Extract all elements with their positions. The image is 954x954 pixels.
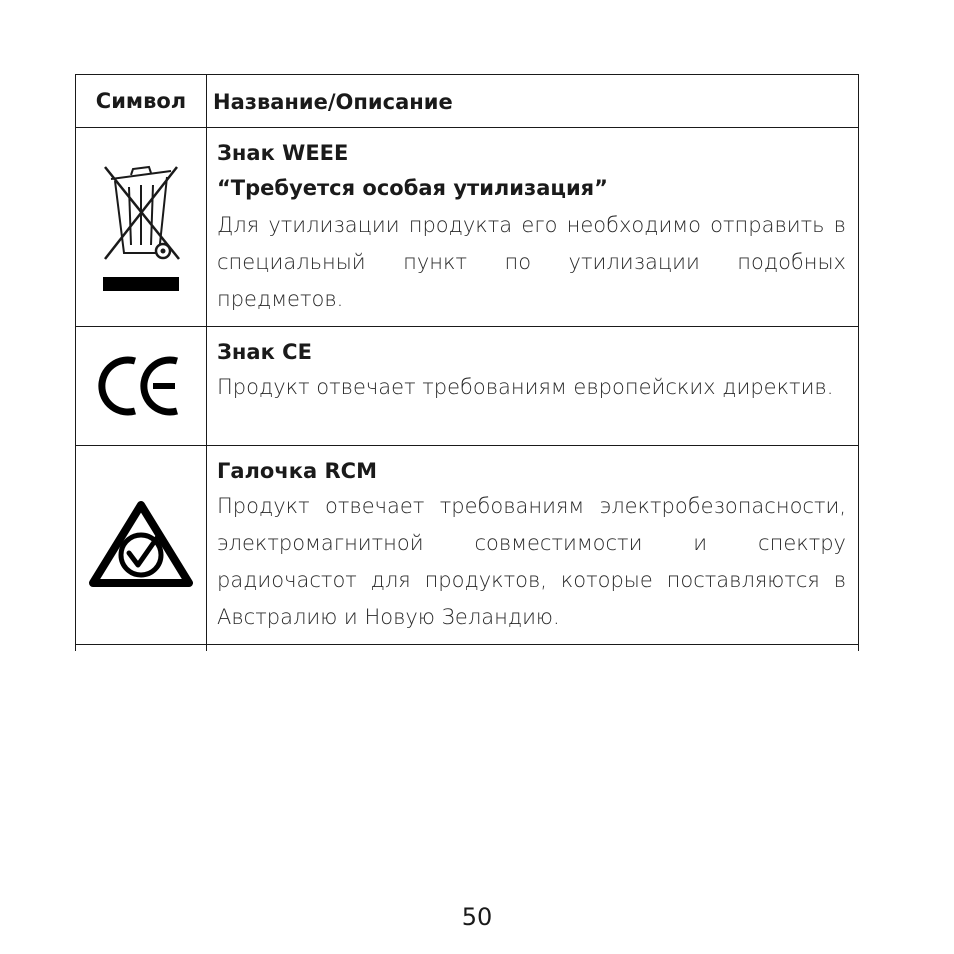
symbol-cell [76, 327, 207, 446]
description-cell [207, 327, 859, 446]
page-number: 50 [461, 903, 493, 931]
empty-cell [207, 645, 859, 652]
weee-crossed-bin-icon [91, 157, 191, 297]
table-row-stub [76, 645, 859, 652]
table-row [76, 327, 859, 446]
item-text: Продукт отвечает требованиям электробезопасности, электромагнитной совместимости и спектру радиочастот для продуктов, которые поставляются в Австралию и Новую Зеландию. [217, 494, 846, 629]
item-title: Галочка RCM [217, 459, 377, 483]
table-row [76, 128, 859, 327]
symbol-cell [76, 128, 207, 327]
description-cell [207, 446, 859, 645]
item-title: Знак WEEE [217, 141, 349, 165]
description-cell [207, 128, 859, 327]
item-subtitle: “Требуется особая утилизация” [217, 176, 608, 200]
header-symbol: Символ [76, 75, 207, 128]
table-row [76, 446, 859, 645]
item-text: Для утилизации продукта его необходимо отправить в специальный пункт по утилизации подобных предметов. [217, 213, 846, 311]
rcm-tick-icon [85, 495, 197, 595]
table-header-row [76, 75, 859, 128]
header-description-label: Название/Описание [213, 90, 453, 114]
item-text: Продукт отвечает требованиям европейских директив. [217, 375, 834, 399]
item-title: Знак CE [217, 340, 312, 364]
header-description [207, 75, 859, 128]
symbol-cell [76, 446, 207, 645]
empty-cell [76, 645, 207, 652]
ce-mark-icon [91, 351, 191, 421]
symbols-table [75, 74, 859, 651]
